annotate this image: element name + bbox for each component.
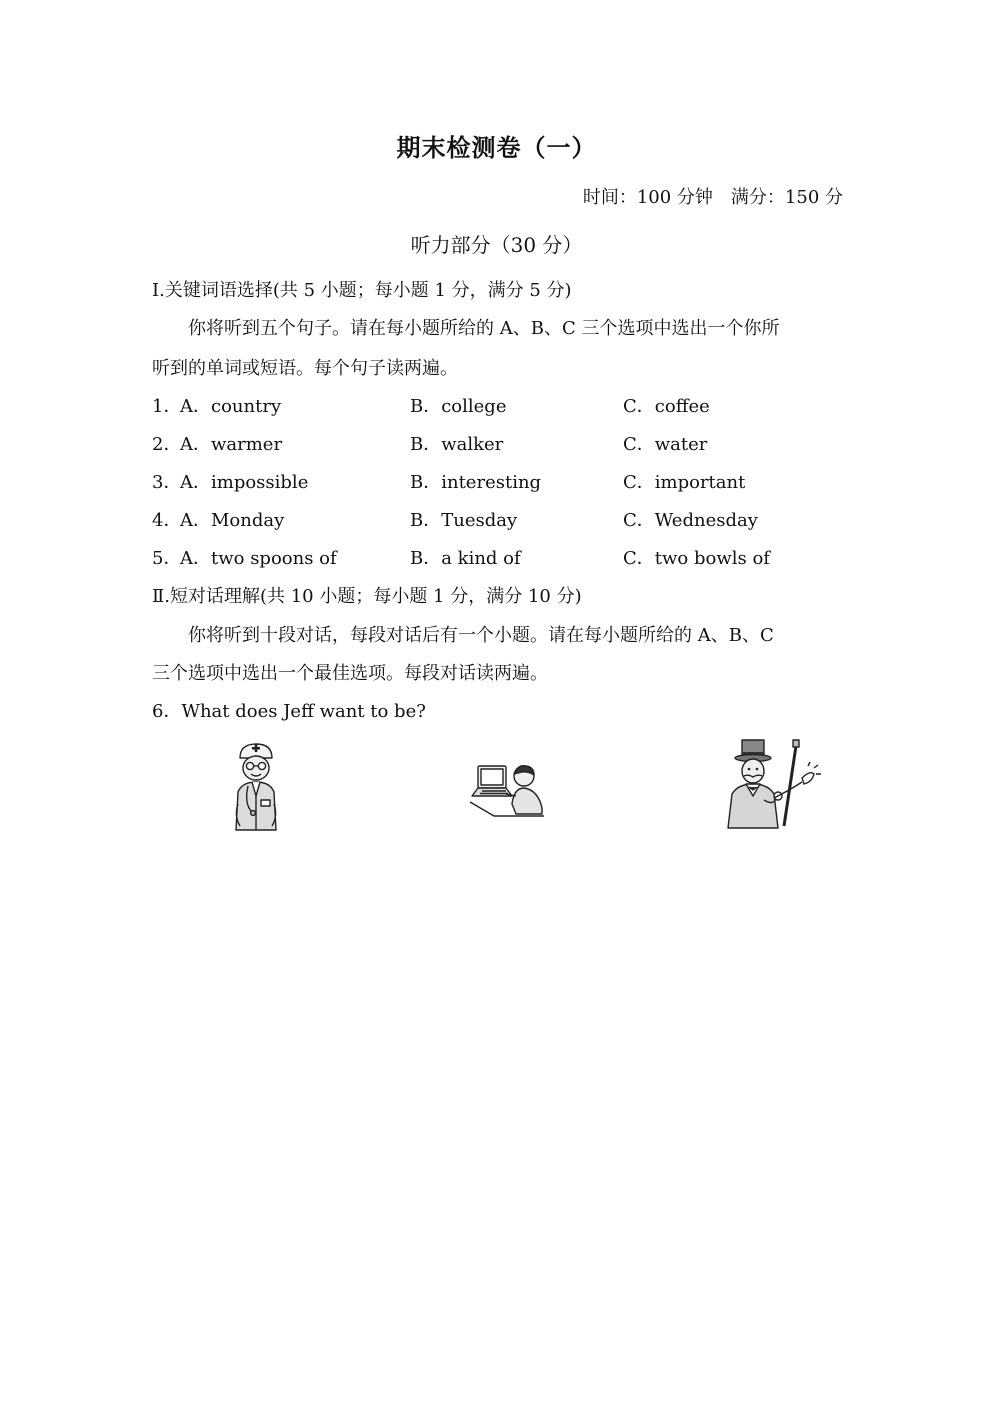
option-b: B．a kind of <box>410 548 521 569</box>
question-row <box>152 506 852 534</box>
option-c: C．coffee <box>623 396 710 417</box>
option-b: B．walker <box>410 434 504 455</box>
section-2-heading: Ⅱ.短对话理解(共 10 小题；每小题 1 分，满分 10 分) <box>152 586 582 607</box>
option-a: A．two spoons of <box>180 548 337 569</box>
option-c: C．Wednesday <box>623 510 758 531</box>
question-number: 5． <box>152 548 182 569</box>
option-a: A．warmer <box>180 434 283 455</box>
question-row <box>152 468 852 496</box>
page-title: 期末检测卷（一） <box>396 134 597 162</box>
computer-user-picture <box>468 762 546 818</box>
section-2-instruction-line-2: 三个选项中选出一个最佳选项。每段对话读两遍。 <box>152 663 548 684</box>
section-1-instruction-line-1: 你将听到五个句子。请在每小题所给的 A、B、C 三个选项中选出一个你所 <box>188 318 780 339</box>
option-a: A．country <box>180 396 282 417</box>
part-heading: 听力部分（30 分） <box>410 233 583 257</box>
doctor-picture <box>228 738 284 832</box>
section-1-heading: Ⅰ.关键词语选择(共 5 小题；每小题 1 分，满分 5 分) <box>152 280 572 301</box>
question-number: 4． <box>152 510 182 531</box>
question-row <box>152 430 852 458</box>
magician-picture <box>724 738 822 830</box>
question-row <box>152 392 852 420</box>
option-b: B．college <box>410 396 507 417</box>
question-6: 6．What does Jeff want to be? <box>152 701 426 722</box>
question-number: 3． <box>152 472 182 493</box>
option-a: A．impossible <box>180 472 309 493</box>
option-a: A．Monday <box>180 510 285 531</box>
question-row <box>152 544 852 572</box>
question-number: 1． <box>152 396 182 417</box>
option-c: C．two bowls of <box>623 548 770 569</box>
exam-meta: 时间：100 分钟 满分：150 分 <box>582 187 843 208</box>
section-2-instruction-line-1: 你将听到十段对话，每段对话后有一个小题。请在每小题所给的 A、B、C <box>188 625 774 646</box>
option-c: C．important <box>623 472 746 493</box>
option-c: C．water <box>623 434 708 455</box>
option-b: B．interesting <box>410 472 542 493</box>
question-number: 2． <box>152 434 182 455</box>
section-1-instruction-line-2: 听到的单词或短语。每个句子读两遍。 <box>152 358 458 379</box>
option-b: B．Tuesday <box>410 510 518 531</box>
